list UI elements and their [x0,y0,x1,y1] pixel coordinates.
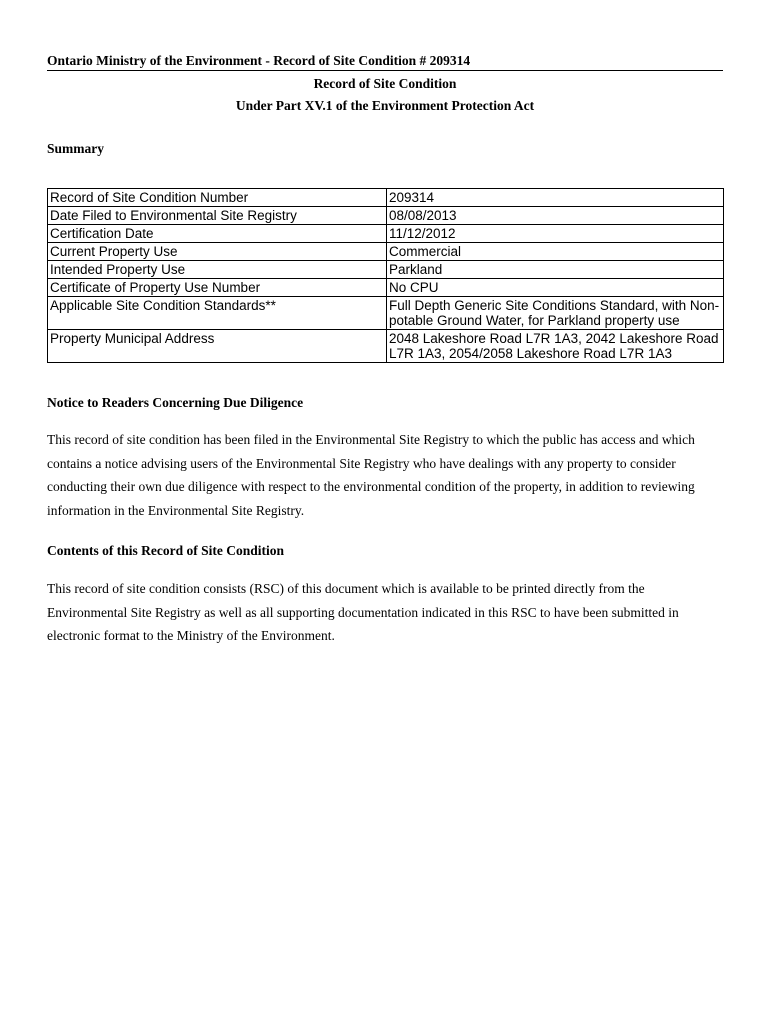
contents-heading: Contents of this Record of Site Condition [47,543,285,558]
table-row [48,243,724,261]
notice-heading: Notice to Readers Concerning Due Diligence [47,395,304,410]
contents-paragraph: This record of site condition consists (RSC) of this document which is available to be printed directly from the Environmental Site Registry as well as all supporting documentation indicated in this RSC to have been submitted in electronic format to the Ministry of the Environment. [47,581,679,643]
table-row [48,207,724,225]
row-label: Record of Site Condition Number [48,189,387,207]
row-label: Applicable Site Condition Standards** [48,297,387,330]
row-value: Full Depth Generic Site Conditions Standard, with Non-potable Ground Water, for Parkland property use [387,297,724,330]
row-label: Current Property Use [48,243,387,261]
table-row [48,225,724,243]
document-header: Ontario Ministry of the Environment - Record of Site Condition # 209314 [47,52,723,71]
row-value: 08/08/2013 [387,207,724,225]
row-label: Property Municipal Address [48,330,387,363]
row-value: Commercial [387,243,724,261]
table-row [48,279,724,297]
table-row [48,297,724,330]
row-value: 11/12/2012 [387,225,724,243]
row-label: Certificate of Property Use Number [48,279,387,297]
notice-paragraph: This record of site condition has been filed in the Environmental Site Registry to which the public has access and which contains a notice advising users of the Environmental Site Registry who have dealings with any property to consider conducting their own due diligence with respect to the environmental condition of the property, in addition to reviewing information in the Environmental Site Registry. [47,432,695,518]
table-row [48,261,724,279]
row-value: 209314 [387,189,724,207]
summary-heading: Summary [47,141,104,156]
row-label: Intended Property Use [48,261,387,279]
table-row [48,189,724,207]
row-value: 2048 Lakeshore Road L7R 1A3, 2042 Lakeshore Road L7R 1A3, 2054/2058 Lakeshore Road L7R 1A3 [387,330,724,363]
row-value: Parkland [387,261,724,279]
row-label: Date Filed to Environmental Site Registry [48,207,387,225]
document-title: Record of Site Condition [313,76,457,91]
summary-table [47,188,724,363]
document-page [47,52,723,648]
row-value: No CPU [387,279,724,297]
document-subtitle: Under Part XV.1 of the Environment Protection Act [235,98,535,113]
row-label: Certification Date [48,225,387,243]
table-row [48,330,724,363]
